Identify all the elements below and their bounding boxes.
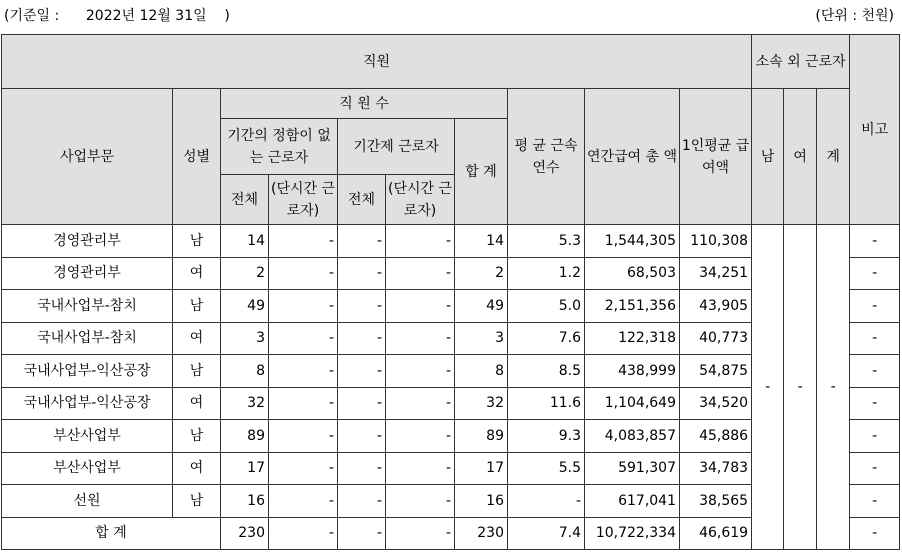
sum-cell: 32 [455,387,508,420]
sum-cell: 2 [455,257,508,290]
temporary-total-cell: - [338,322,386,355]
affiliate-male-cell: - [752,225,784,550]
total-avg-pay-cell: 46,619 [680,517,752,550]
remarks-cell: - [850,322,900,355]
avg-tenure-cell: 7.6 [508,322,585,355]
avg-pay-cell: 34,520 [680,387,752,420]
permanent-short-time-cell: - [269,290,338,323]
permanent-short-time-cell: - [269,452,338,485]
temporary-short-time-cell: - [386,387,455,420]
affiliate-female-cell: - [784,225,817,550]
sum-cell: 14 [455,225,508,258]
annual-pay-cell: 617,041 [585,485,680,518]
temporary-total-cell: - [338,355,386,388]
temporary-short-time-cell: - [386,452,455,485]
permanent-total-cell: 17 [221,452,269,485]
annual-pay-cell: 591,307 [585,452,680,485]
permanent-short-time-cell: - [269,322,338,355]
annual-pay-cell: 1,544,305 [585,225,680,258]
gender-cell: 여 [173,322,221,355]
affiliate-male-header: 남 [752,89,784,225]
temporary-total-cell: - [338,290,386,323]
gender-cell: 남 [173,420,221,453]
employee-status-table [1,34,900,550]
avg-tenure-header: 평 균 근속연수 [508,89,585,225]
avg-tenure-cell: - [508,485,585,518]
gender-cell: 남 [173,355,221,388]
permanent-short-time-cell: - [269,355,338,388]
gender-cell: 남 [173,290,221,323]
permanent-short-time-cell: - [269,387,338,420]
temporary-total-cell: - [338,387,386,420]
permanent-total-cell: 49 [221,290,269,323]
temporary-header: 기간제 근로자 [338,119,455,175]
avg-pay-cell: 54,875 [680,355,752,388]
permanent-short-time-cell: - [269,485,338,518]
temporary-total-cell: - [338,485,386,518]
permanent-total-cell: 16 [221,485,269,518]
remarks-cell: - [850,452,900,485]
gender-cell: 여 [173,452,221,485]
table-caption [0,0,902,28]
permanent-total-cell: 32 [221,387,269,420]
remarks-cell: - [850,387,900,420]
temporary-total-cell: - [338,257,386,290]
annual-pay-cell: 438,999 [585,355,680,388]
remarks-header: 비고 [850,35,900,225]
staff-group-header: 직원 [2,35,752,89]
division-cell: 국내사업부-참치 [2,322,173,355]
avg-tenure-cell: 5.5 [508,452,585,485]
temporary-short-time-cell: - [386,485,455,518]
remarks-cell: - [850,420,900,453]
avg-pay-cell: 34,783 [680,452,752,485]
permanent-total-cell: 2 [221,257,269,290]
annual-pay-cell: 68,503 [585,257,680,290]
total-temporary-total-cell: - [338,517,386,550]
total-permanent-total-cell: 230 [221,517,269,550]
permanent-total-header: 전체 [221,175,269,225]
table-row [2,225,900,258]
sum-cell: 16 [455,485,508,518]
affiliate-group-header: 소속 외 근로자 [752,35,850,89]
total-annual-pay-cell: 10,722,334 [585,517,680,550]
permanent-total-cell: 8 [221,355,269,388]
avg-pay-header: 1인평균 급여액 [680,89,752,225]
division-cell: 경영관리부 [2,257,173,290]
affiliate-total-cell: - [817,225,850,550]
annual-pay-cell: 4,083,857 [585,420,680,453]
gender-cell: 남 [173,225,221,258]
unit-label: (단위 : 천원) [815,8,894,24]
avg-tenure-cell: 5.3 [508,225,585,258]
division-cell: 국내사업부-익산공장 [2,387,173,420]
division-header: 사업부문 [2,89,173,225]
avg-tenure-cell: 8.5 [508,355,585,388]
gender-cell: 남 [173,485,221,518]
annual-pay-cell: 122,318 [585,322,680,355]
affiliate-total-header: 계 [817,89,850,225]
division-cell: 국내사업부-참치 [2,290,173,323]
total-avg-tenure-cell: 7.4 [508,517,585,550]
remarks-cell: - [850,355,900,388]
sum-cell: 49 [455,290,508,323]
headcount-header: 직 원 수 [221,89,508,119]
remarks-cell: - [850,485,900,518]
remarks-cell: - [850,225,900,258]
permanent-total-cell: 89 [221,420,269,453]
annual-pay-header: 연간급여 총 액 [585,89,680,225]
avg-tenure-cell: 11.6 [508,387,585,420]
temporary-short-time-cell: - [386,225,455,258]
totals-label: 합 계 [2,517,221,550]
remarks-cell: - [850,257,900,290]
permanent-header: 기간의 정함이 없는 근로자 [221,119,338,175]
temporary-total-header: 전체 [338,175,386,225]
sum-cell: 3 [455,322,508,355]
permanent-total-cell: 14 [221,225,269,258]
temporary-short-time-cell: - [386,257,455,290]
permanent-total-cell: 3 [221,322,269,355]
avg-tenure-cell: 9.3 [508,420,585,453]
avg-pay-cell: 34,251 [680,257,752,290]
affiliate-female-header: 여 [784,89,817,225]
permanent-short-time-cell: - [269,257,338,290]
gender-cell: 여 [173,257,221,290]
temporary-short-time-cell: - [386,355,455,388]
temporary-short-time-header: (단시간 근로자) [386,175,455,225]
total-sum-cell: 230 [455,517,508,550]
avg-pay-cell: 110,308 [680,225,752,258]
division-cell: 국내사업부-익산공장 [2,355,173,388]
temporary-short-time-cell: - [386,420,455,453]
division-cell: 부산사업부 [2,420,173,453]
temporary-total-cell: - [338,420,386,453]
temporary-total-cell: - [338,225,386,258]
avg-pay-cell: 43,905 [680,290,752,323]
avg-pay-cell: 45,886 [680,420,752,453]
sum-cell: 17 [455,452,508,485]
sum-cell: 89 [455,420,508,453]
annual-pay-cell: 2,151,356 [585,290,680,323]
gender-header: 성별 [173,89,221,225]
total-temporary-short-time-cell: - [386,517,455,550]
division-cell: 선원 [2,485,173,518]
avg-tenure-cell: 1.2 [508,257,585,290]
total-remarks-cell: - [850,517,900,550]
reference-date: (기준일 : 2022년 12월 31일 ) [4,8,230,24]
temporary-total-cell: - [338,452,386,485]
temporary-short-time-cell: - [386,322,455,355]
gender-cell: 여 [173,387,221,420]
permanent-short-time-header: (단시간 근로자) [269,175,338,225]
sum-cell: 8 [455,355,508,388]
remarks-cell: - [850,290,900,323]
permanent-short-time-cell: - [269,420,338,453]
annual-pay-cell: 1,104,649 [585,387,680,420]
total-permanent-short-time-cell: - [269,517,338,550]
avg-pay-cell: 40,773 [680,322,752,355]
permanent-short-time-cell: - [269,225,338,258]
temporary-short-time-cell: - [386,290,455,323]
division-cell: 경영관리부 [2,225,173,258]
avg-pay-cell: 38,565 [680,485,752,518]
division-cell: 부산사업부 [2,452,173,485]
sum-header: 합 계 [455,119,508,225]
avg-tenure-cell: 5.0 [508,290,585,323]
